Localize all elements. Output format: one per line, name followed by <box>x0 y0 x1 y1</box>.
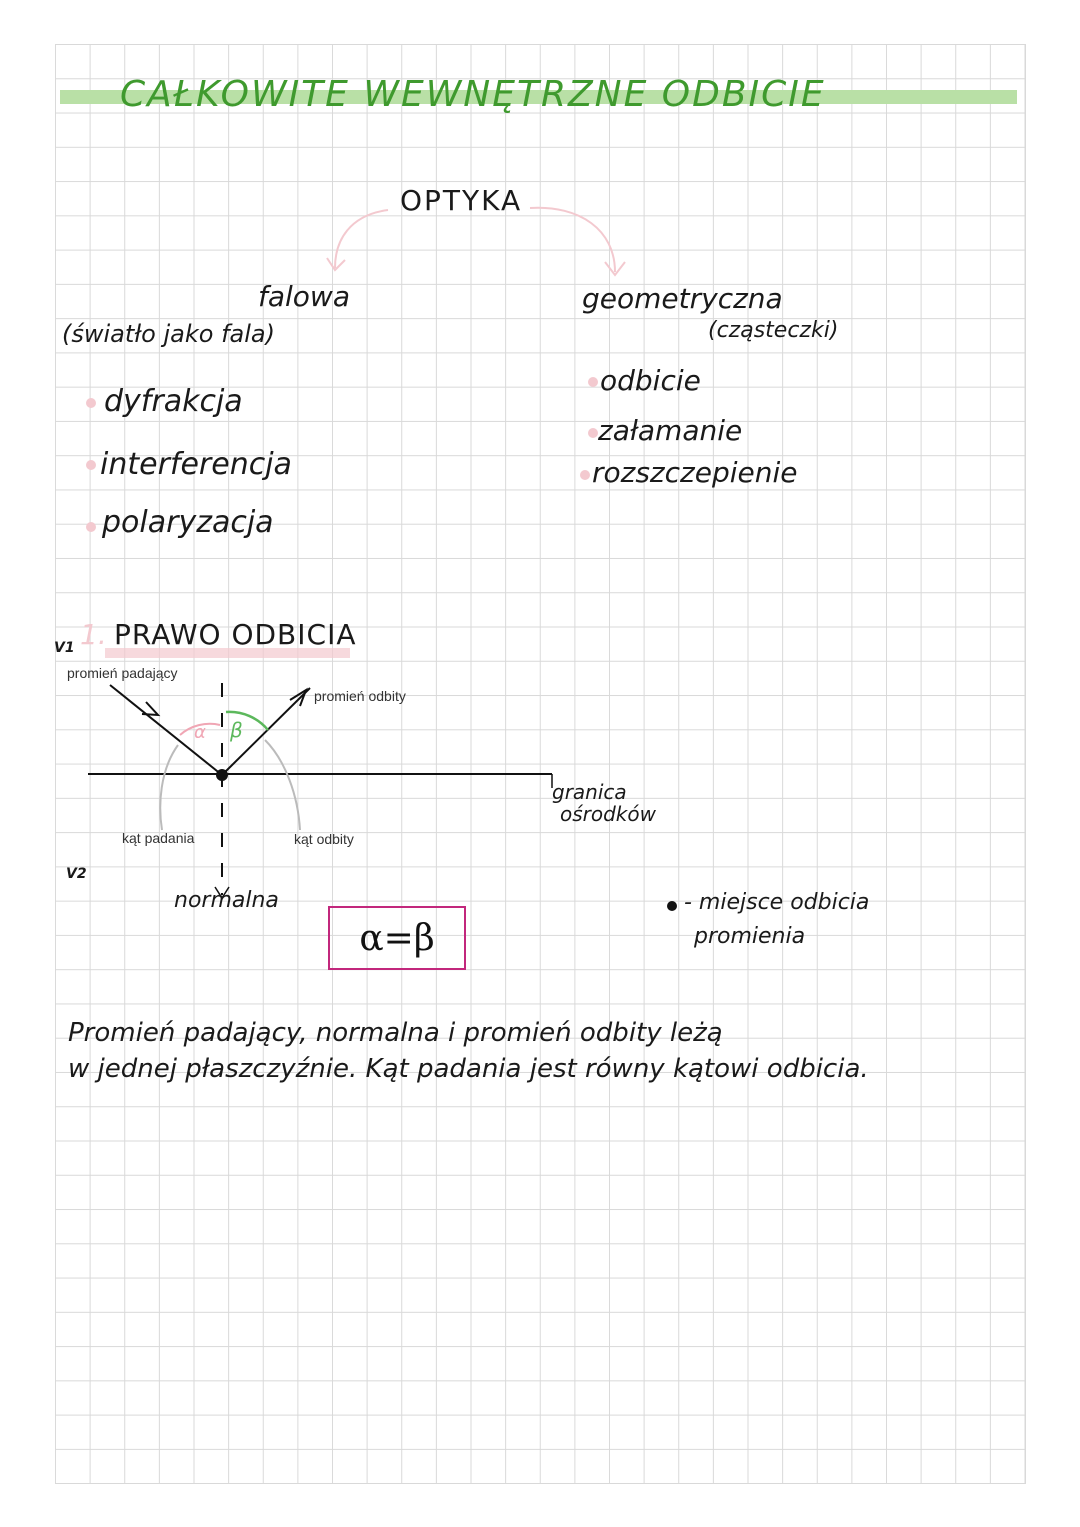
boundary-label-2: ośrodków <box>560 802 656 826</box>
normal-label: normalna <box>174 888 279 913</box>
formula-box <box>328 906 466 970</box>
incident-ray-label: promień padający <box>67 665 178 681</box>
geo-item-2: załamanie <box>598 414 743 447</box>
page-title: CAŁKOWITE WEWNĘTRZNE ODBICIE <box>120 74 826 115</box>
reflection-angle-arc <box>265 740 300 830</box>
formula-text: α=β <box>359 917 435 959</box>
v2-label: V2 <box>66 866 87 882</box>
conclusion-line-1: Promień padający, normalna i promień odbity leżą <box>68 1018 723 1048</box>
geometryczna-note: (cząsteczki) <box>708 318 839 343</box>
bullet-icon <box>86 460 96 470</box>
beta-label: β <box>230 718 243 742</box>
boundary-label-1: granica <box>552 780 627 804</box>
conclusion-line-2: w jednej płaszczyźnie. Kąt padania jest równy kątowi odbicia. <box>68 1054 869 1084</box>
reflection-point <box>216 769 228 781</box>
geometryczna-label: geometryczna <box>582 282 783 315</box>
arrow-to-falowa <box>335 210 388 268</box>
alpha-label: α <box>194 722 206 743</box>
bullet-icon <box>86 522 96 532</box>
legend-text-2: promienia <box>694 924 806 949</box>
optyka-heading: OPTYKA <box>400 184 523 217</box>
bullet-icon <box>588 428 598 438</box>
wave-item-1: dyfrakcja <box>104 384 243 419</box>
v1-label: V1 <box>54 640 75 656</box>
bullet-icon <box>580 470 590 480</box>
bullet-icon <box>86 398 96 408</box>
arrow-to-geometryczna <box>530 208 615 272</box>
wave-item-3: polaryzacja <box>102 505 274 540</box>
falowa-note: (światło jako fala) <box>62 320 275 348</box>
bullet-icon <box>588 377 598 387</box>
geo-item-3: rozszczepienie <box>592 456 798 489</box>
incidence-angle-label: kąt padania <box>122 830 195 846</box>
wave-item-2: interferencja <box>100 447 292 482</box>
legend-text-1: - miejsce odbicia <box>684 890 870 915</box>
section-title: PRAWO ODBICIA <box>114 618 357 651</box>
geo-item-1: odbicie <box>600 364 701 397</box>
falowa-label: falowa <box>258 280 350 313</box>
section-number: 1. <box>80 618 107 651</box>
reflection-angle-label: kąt odbity <box>294 831 354 847</box>
incidence-angle-arc <box>160 745 178 830</box>
legend-dot <box>667 901 677 911</box>
reflected-ray-label: promień odbity <box>314 688 406 704</box>
